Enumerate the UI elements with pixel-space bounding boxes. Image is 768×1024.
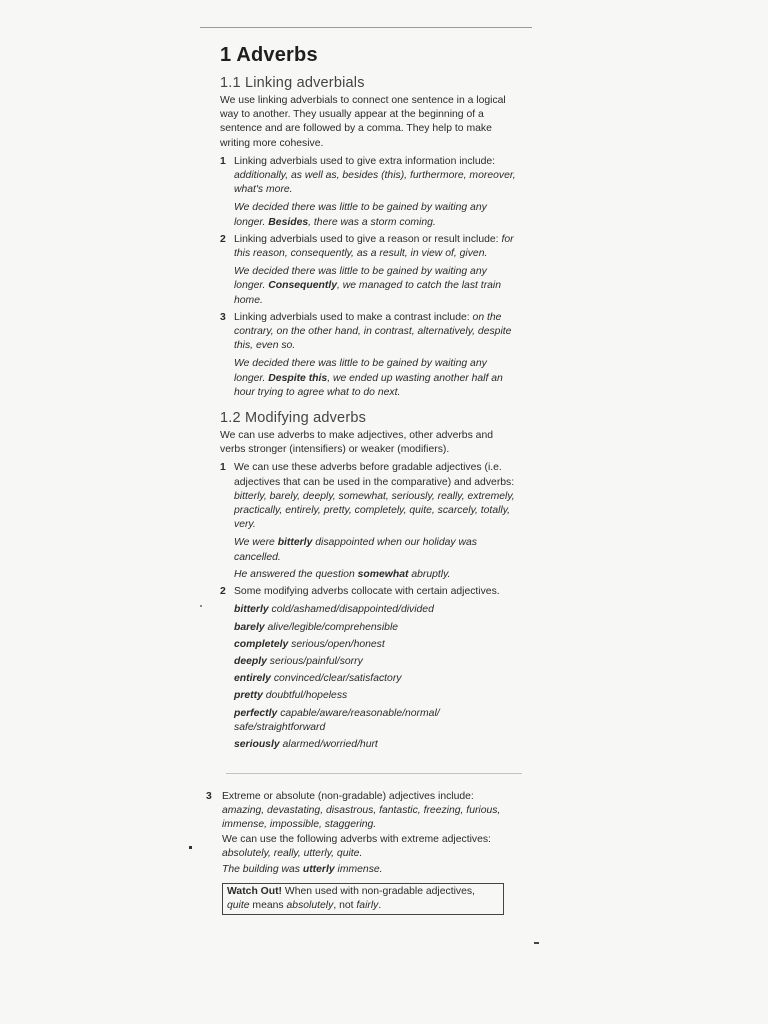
watch-out-label: Watch Out!	[227, 886, 283, 898]
list-item	[220, 311, 520, 400]
scan-speck	[534, 942, 539, 944]
item-terms: on the contrary, on the other hand, in contrast, alternatively, despite this, even so.	[234, 311, 512, 352]
collocation-line: pretty doubtful/hopeless	[234, 690, 348, 702]
section-linking-adverbials	[220, 75, 520, 400]
item-text: Some modifying adverbs collocate with certain adjectives.	[234, 586, 500, 598]
item-number: 1	[220, 462, 226, 474]
list-item	[220, 233, 520, 308]
scan-speck	[200, 605, 202, 607]
example-sentence: We decided there was little to be gained by waiting any longer. Besides, there was a storm coming.	[234, 202, 487, 228]
item-number: 2	[220, 586, 226, 598]
item-number: 2	[220, 233, 226, 245]
item-text: Extreme or absolute (non-gradable) adjectives include: amazing, devastating, disastrous, fantastic, freezing, furious, immense, impossible, staggering.	[222, 791, 501, 831]
item-text: We can use the following adverbs with extreme adjectives: absolutely, really, utterly, quite.	[222, 833, 491, 859]
example-sentence: The building was utterly immense.	[222, 864, 383, 876]
section-heading: 1.2 Modifying adverbs	[220, 410, 367, 427]
page-title: 1 Adverbs	[220, 44, 318, 66]
collocation-line: entirely convinced/clear/satisfactory	[234, 673, 402, 685]
item-text: Linking adverbials used to make a contrast include: on the contrary, on the other hand, in contrast, alternatively, despite this, even so.	[234, 311, 512, 352]
item-text: We can use these adverbs before gradable adjectives (i.e. adjectives that can be used in the comparative) and adverbs: bitterly, barely, deeply, somewhat, seriously, really, extremely, practically, entirely, pretty, completely, quite, scarcely, totally, very.	[234, 462, 515, 531]
top-rule	[200, 27, 532, 28]
item-terms: for this reason, consequently, as a result, in view of, given.	[234, 233, 514, 260]
item-number: 3	[206, 791, 212, 802]
example-sentence: We decided there was little to be gained by waiting any longer. Consequently, we managed to catch the last train home.	[234, 266, 502, 306]
item-terms: additionally, as well as, besides (this), furthermore, moreover, what's more.	[234, 170, 516, 196]
item-text: Linking adverbials used to give a reason or result include: for this reason, consequently, as a result, in view of, given.	[234, 233, 514, 260]
item-text: Linking adverbials used to give extra information include: additionally, as well as, besides (this), furthermore, moreover, what's more.	[234, 155, 516, 196]
list-item	[220, 585, 520, 752]
list-item	[220, 155, 520, 230]
example-sentence: He answered the question somewhat abruptly.	[234, 568, 451, 580]
collocation-line: seriously alarmed/worried/hurt	[234, 738, 378, 750]
item-number: 3	[220, 311, 226, 323]
watch-out-box: Watch Out! When used with non-gradable adjectives, quite means absolutely, not fairly.	[222, 883, 504, 915]
list-item	[220, 461, 520, 582]
column-break-rule	[226, 773, 522, 774]
example-sentence: We decided there was little to be gained by waiting any longer. Despite this, we ended up wasting another half an hour trying to agree what to do next.	[234, 358, 503, 398]
section-modifying-adverbs	[220, 410, 520, 752]
collocation-line: deeply serious/painful/sorry	[234, 655, 363, 667]
item-terms: amazing, devastating, disastrous, fantastic, freezing, furious, immense, impossible, staggering.	[222, 805, 501, 831]
item-terms: bitterly, barely, deeply, somewhat, seriously, really, extremely, practically, entirely, pretty, completely, quite, scarcely, totally, very.	[234, 490, 515, 531]
collocation-line: completely serious/open/honest	[234, 638, 385, 650]
example-sentence: We were bitterly disappointed when our holiday was cancelled.	[234, 537, 477, 563]
collocation-line: barely alive/legible/comprehensible	[234, 621, 399, 633]
collocation-line: bitterly cold/ashamed/disappointed/divided	[234, 604, 434, 616]
continued-column	[206, 790, 516, 915]
section-intro: We can use adverbs to make adjectives, other adverbs and verbs stronger (intensifiers) or weaker (modifiers).	[220, 430, 494, 456]
section-heading: 1.1 Linking adverbials	[220, 75, 365, 91]
section-intro: We use linking adverbials to connect one sentence in a logical way to another. They usually appear at the beginning of a sentence and are followed by a comma. They help to make writing more cohesive.	[220, 95, 506, 149]
document-page	[220, 44, 520, 755]
item-terms: absolutely, really, utterly, quite.	[222, 847, 363, 859]
scan-speck	[189, 846, 192, 849]
list-item	[206, 790, 516, 877]
collocation-line: perfectly capable/aware/reasonable/normal/ safe/straightforward	[234, 707, 440, 733]
item-number: 1	[220, 155, 226, 167]
